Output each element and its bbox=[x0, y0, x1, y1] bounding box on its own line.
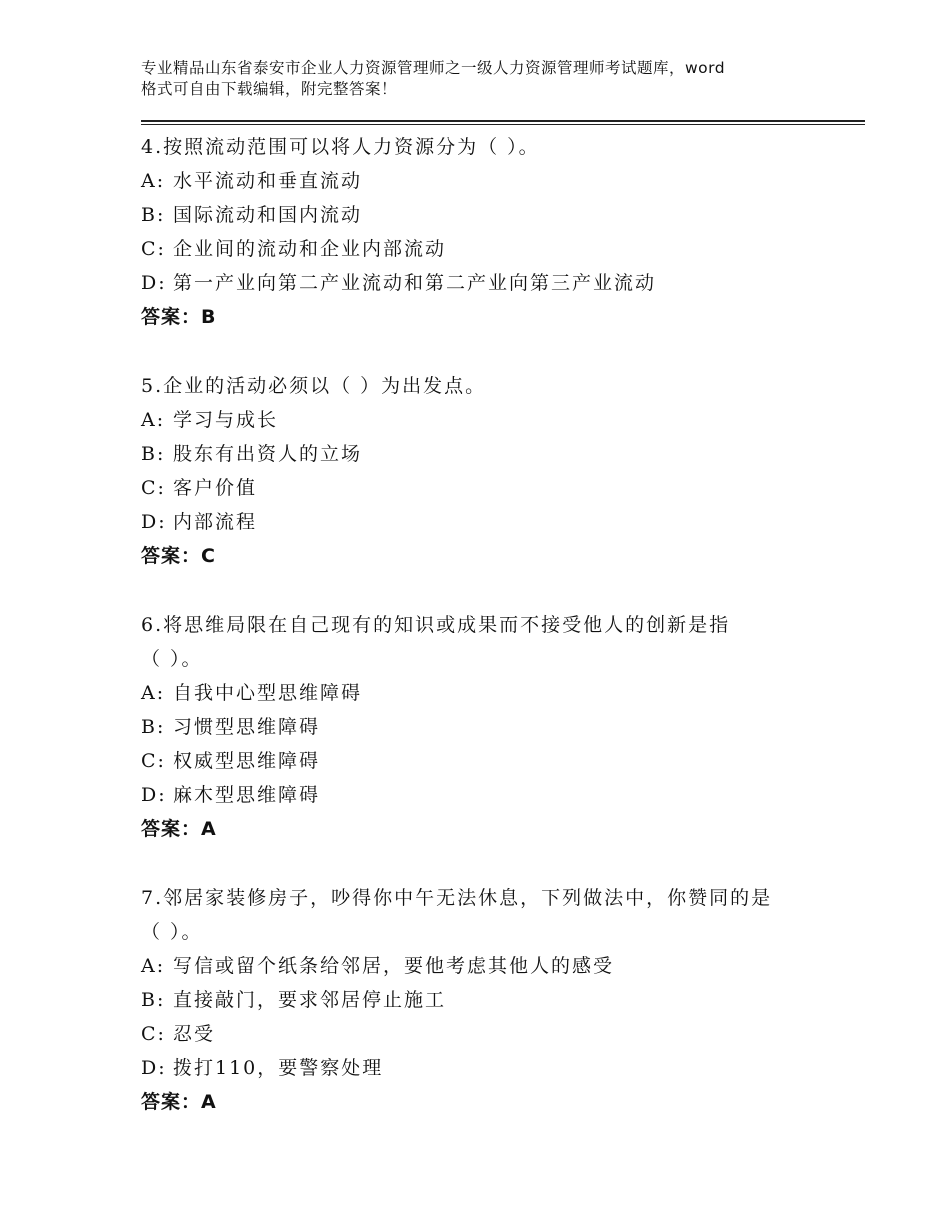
option-label: B: bbox=[141, 443, 166, 465]
question-block bbox=[141, 130, 841, 334]
option-d bbox=[141, 778, 841, 812]
header-line-2: 格式可自由下载编辑，附完整答案！ bbox=[141, 80, 398, 98]
option-label: D: bbox=[141, 272, 167, 294]
option-label: D: bbox=[141, 511, 167, 533]
option-text: 拨打110，要警察处理 bbox=[173, 1057, 384, 1079]
option-text: 内部流程 bbox=[173, 511, 258, 533]
option-a bbox=[141, 403, 841, 437]
option-text: 客户价值 bbox=[173, 477, 258, 499]
option-label: C: bbox=[141, 477, 166, 499]
option-text: 企业间的流动和企业内部流动 bbox=[173, 238, 447, 260]
option-a bbox=[141, 164, 841, 198]
question-stem-continuation: （ ）。 bbox=[141, 648, 203, 670]
question-stem: 5.企业的活动必须以（ ）为出发点。 bbox=[141, 375, 487, 397]
document-header bbox=[141, 58, 841, 100]
option-text: 直接敲门，要求邻居停止施工 bbox=[173, 989, 447, 1011]
option-label: A: bbox=[141, 409, 166, 431]
question-stem: 6.将思维局限在自己现有的知识或成果而不接受他人的创新是指 bbox=[141, 614, 731, 636]
option-c bbox=[141, 1017, 841, 1051]
answer-line: 答案：B bbox=[141, 306, 217, 328]
question-stem: 7.邻居家装修房子，吵得你中午无法休息，下列做法中，你赞同的是 bbox=[141, 887, 773, 909]
answer-line: 答案：A bbox=[141, 818, 217, 840]
option-d bbox=[141, 266, 841, 300]
answer-line: 答案：C bbox=[141, 545, 216, 567]
option-text: 水平流动和垂直流动 bbox=[173, 170, 363, 192]
question-block bbox=[141, 608, 841, 846]
option-a bbox=[141, 949, 841, 983]
question-block bbox=[141, 881, 841, 1119]
option-a bbox=[141, 676, 841, 710]
option-text: 国际流动和国内流动 bbox=[173, 204, 363, 226]
option-c bbox=[141, 744, 841, 778]
option-label: D: bbox=[141, 784, 167, 806]
option-text: 第一产业向第二产业流动和第二产业向第三产业流动 bbox=[173, 272, 657, 294]
option-text: 权威型思维障碍 bbox=[173, 750, 321, 772]
question-stem: 4.按照流动范围可以将人力资源分为（ ）。 bbox=[141, 136, 540, 158]
option-d bbox=[141, 1051, 841, 1085]
option-label: C: bbox=[141, 238, 166, 260]
option-text: 股东有出资人的立场 bbox=[173, 443, 363, 465]
option-c bbox=[141, 471, 841, 505]
option-text: 忍受 bbox=[173, 1023, 216, 1045]
header-divider-thin bbox=[141, 124, 865, 125]
option-b bbox=[141, 198, 841, 232]
option-b bbox=[141, 983, 841, 1017]
option-c bbox=[141, 232, 841, 266]
option-label: A: bbox=[141, 955, 166, 977]
option-label: A: bbox=[141, 682, 166, 704]
question-stem-continuation: （ ）。 bbox=[141, 921, 203, 943]
option-label: B: bbox=[141, 716, 166, 738]
option-label: B: bbox=[141, 204, 166, 226]
header-divider bbox=[141, 120, 865, 122]
option-text: 自我中心型思维障碍 bbox=[173, 682, 363, 704]
option-d bbox=[141, 505, 841, 539]
option-text: 习惯型思维障碍 bbox=[173, 716, 321, 738]
option-label: C: bbox=[141, 1023, 166, 1045]
answer-line: 答案：A bbox=[141, 1091, 217, 1113]
option-text: 写信或留个纸条给邻居，要他考虑其他人的感受 bbox=[173, 955, 615, 977]
option-b bbox=[141, 710, 841, 744]
header-line-1: 专业精品山东省泰安市企业人力资源管理师之一级人力资源管理师考试题库，word bbox=[141, 59, 726, 77]
option-text: 麻木型思维障碍 bbox=[173, 784, 321, 806]
option-label: C: bbox=[141, 750, 166, 772]
option-label: B: bbox=[141, 989, 166, 1011]
question-block bbox=[141, 369, 841, 573]
option-label: D: bbox=[141, 1057, 167, 1079]
option-text: 学习与成长 bbox=[173, 409, 279, 431]
option-b bbox=[141, 437, 841, 471]
option-label: A: bbox=[141, 170, 166, 192]
